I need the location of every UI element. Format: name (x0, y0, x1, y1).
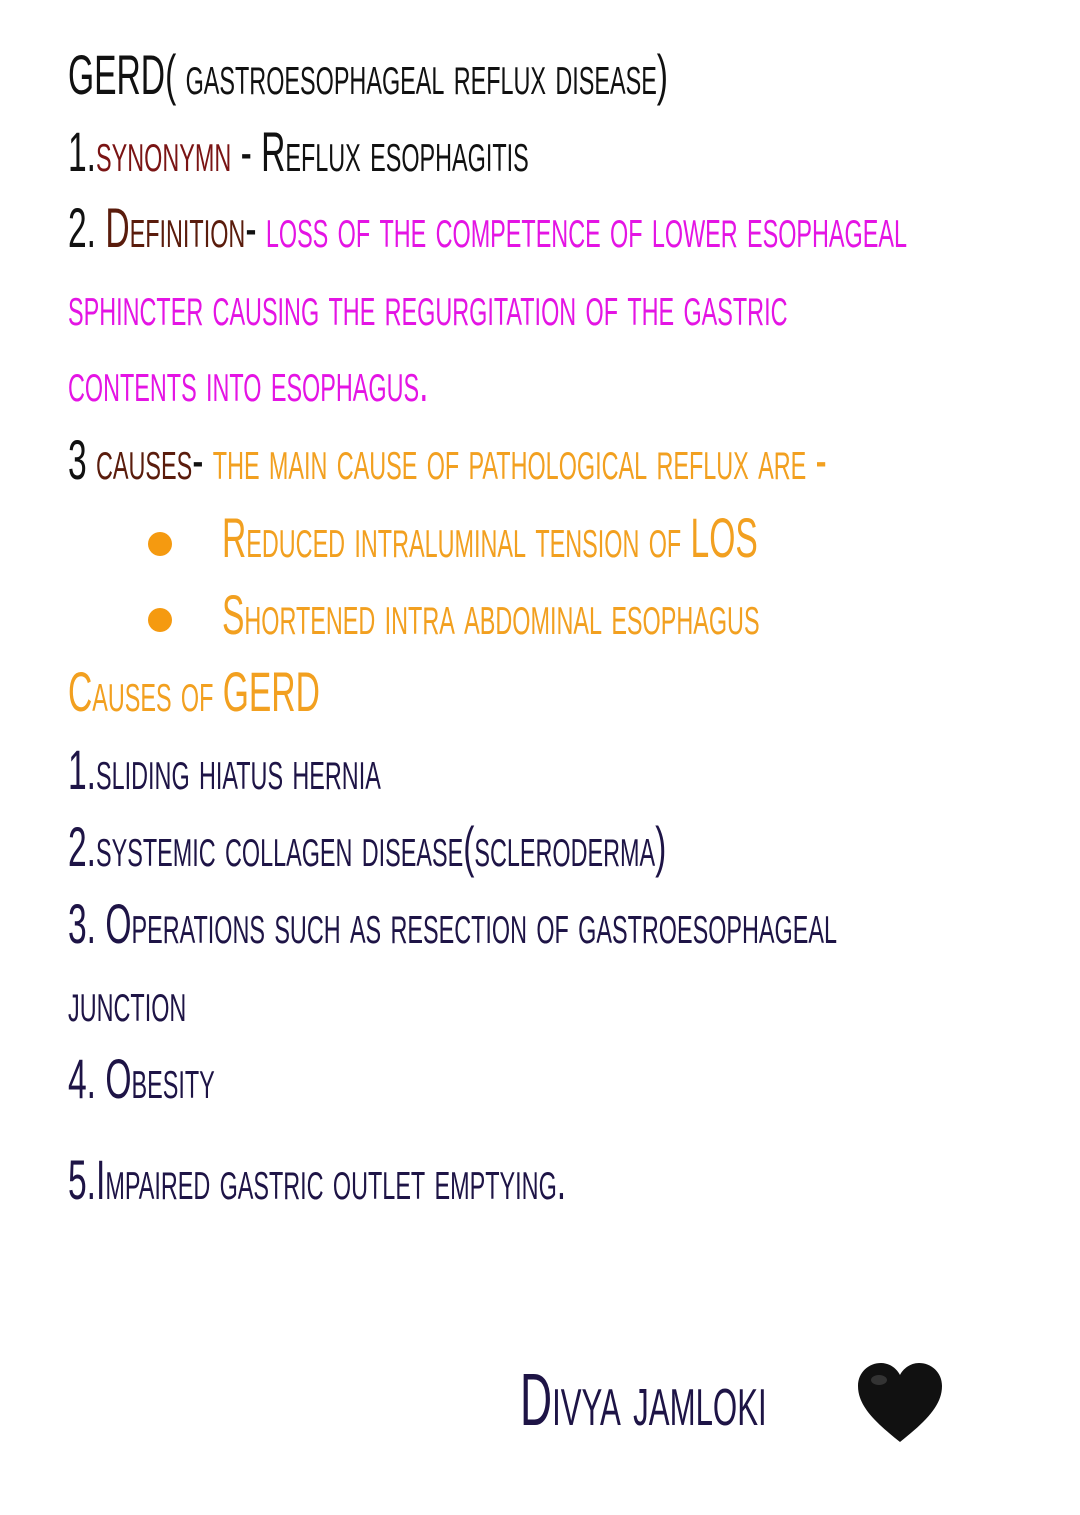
definition-line-3: contents into esophagus. (68, 350, 429, 413)
cause-item: 1.sliding hiatus hernia (68, 738, 381, 801)
black-heart-icon (855, 1360, 945, 1445)
definition-line: 2. Definition- loss of the competence of lower esophageal (68, 196, 907, 259)
signature: Divya jamloki (520, 1358, 767, 1441)
cause-item: 2.systemic collagen disease(scleroderma) (68, 815, 667, 878)
definition-label: Definition (105, 196, 246, 259)
cause-item: 4. Obesity (68, 1047, 215, 1110)
page-title: GERD( gastroesophageal reflux disease) (68, 43, 668, 106)
bullet-item: Reduced intraluminal tension of LOS (222, 506, 758, 569)
cause-item-continued: junction (68, 970, 187, 1033)
bullet-icon (148, 532, 172, 556)
causes-label: causes (96, 428, 193, 491)
bullet-icon (148, 608, 172, 632)
definition-line-2: sphincter causing the regurgitation of the gastric (68, 274, 788, 337)
causes-line: 3 causes- the main cause of pathological reflux are - (68, 428, 827, 491)
causes-of-gerd-heading: Causes of GERD (68, 660, 320, 723)
cause-item: 3. Operations such as resection of gastroesophageal (68, 892, 837, 955)
cause-item: 5.Impaired gastric outlet emptying. (68, 1148, 567, 1211)
synonym-label: synonymn (96, 120, 232, 183)
bullet-item: Shortened intra abdominal esophagus (222, 583, 760, 646)
synonym-line: 1.synonymn - Reflux esophagitis (68, 120, 529, 183)
